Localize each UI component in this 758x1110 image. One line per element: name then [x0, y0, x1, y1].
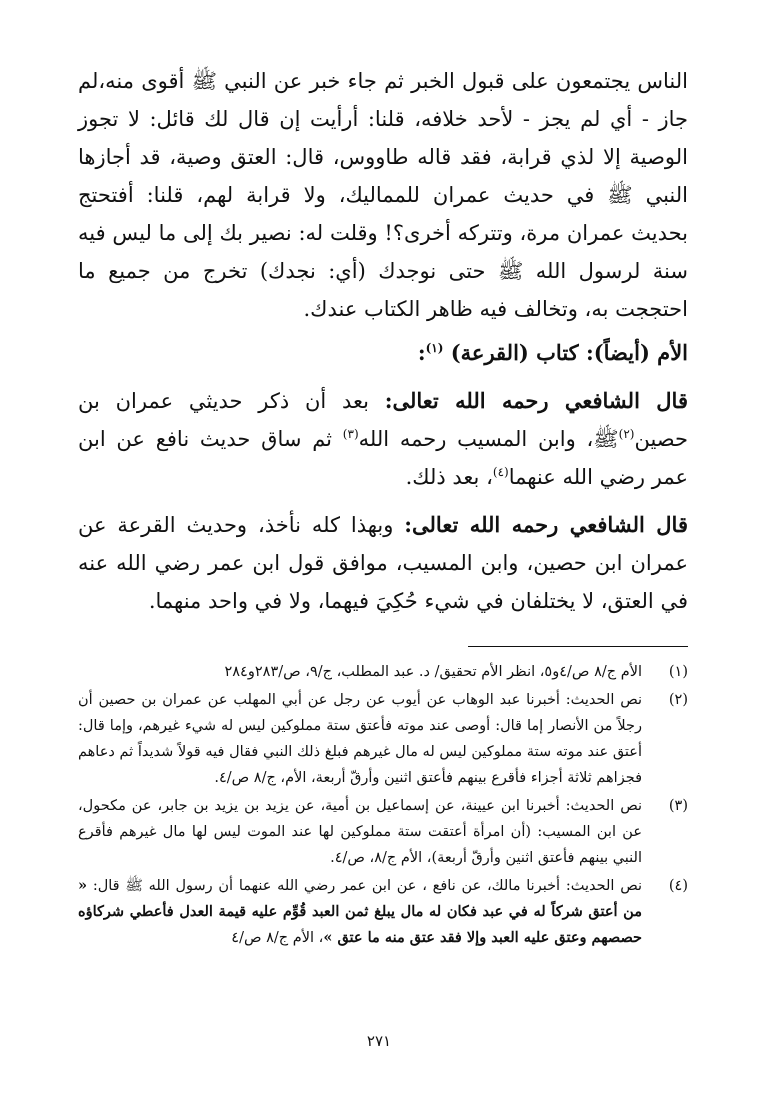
paragraph-continued: الناس يجتمعون على قبول الخبر ثم جاء خبر عن النبي ﷺ أقوى منه،لم جاز - أي لم يجز - لأحد خلافه، قلنا: أرأيت إن قال لك قائل: لا تجوز الوصية إلا لذي قرابة، فقد قاله طاووس، قال: العتق وصية، قد أجازها النبي ﷺ في حديث عمران للمماليك، ولا قرابة لهم، قلنا: أفتحتج بحديث عمران مرة، وتتركه أخرى؟! وقلت له: نصير بك إلى ما ليس فيه سنة لرسول الله ﷺ حتى نوجدك (أي: نجدك) تخرج من جميع ما احتججت به، وتخالف فيه ظاهر الكتاب عندك.	[78, 69, 688, 321]
main-text	[78, 62, 688, 620]
footnote-2	[78, 687, 688, 791]
paragraph-shafii-2	[78, 506, 688, 620]
footnote-text	[78, 873, 642, 951]
paragraph-shafii-1	[78, 382, 688, 496]
speaker-label: قال الشافعي رحمه الله تعالى:	[384, 388, 688, 413]
speaker-label: قال الشافعي رحمه الله تعالى:	[404, 512, 688, 537]
para2-text-1: بعد أن ذكر حديثي عمران بن حصين	[78, 389, 688, 451]
section-heading	[78, 334, 688, 372]
footnote-3	[78, 793, 688, 871]
footnote-text: نص الحديث: أخبرنا ابن عيينة، عن إسماعيل بن أمية، عن يزيد بن يزيد بن جابر، عن مكحول، عن ابن المسيب: (أن امرأة أعتقت ستة مملوكين لها عند الموت ليس لها مال غيرهم فأقرع النبي بينهم فأعتق اثنين وأرقّ أربعة)، الأم ج/٨، ص/٤.	[78, 798, 642, 866]
footnote-ref-4[interactable]: (٤)	[492, 465, 509, 479]
footnote-divider	[468, 646, 688, 647]
page-number: ٢٧١	[366, 1032, 392, 1050]
footnote-ref-1[interactable]: (١)	[425, 341, 444, 355]
footnote-4	[78, 873, 688, 951]
footnote-ref-2[interactable]: (٢)	[618, 427, 635, 441]
footnote-text-intro: نص الحديث: أخبرنا مالك، عن نافع ، عن ابن عمر رضي الله عنهما أن رسول الله ﷺ قال:	[87, 878, 642, 894]
footnote-text: الأم ج/٨ ص/٤و٥، انظر الأم تحقيق/ د. عبد المطلب، ج/٩، ص/٢٨٣و٢٨٤	[224, 664, 642, 680]
footnote-text-source: ، الأم ج/٨ ص/٤	[231, 930, 324, 946]
footnote-ref-3[interactable]: (٣)	[342, 427, 359, 441]
footnote-number: (٢)	[668, 692, 688, 708]
para3-text: وبهذا كله نأخذ، وحديث القرعة عن عمران ابن حصين، وابن المسيب، موافق قول ابن عمر رضي الله عنه في العتق، لا يختلفان في شيء حُكِيَ فيهما، ولا في واحد منهما.	[78, 513, 688, 613]
footnote-number: (٣)	[668, 798, 688, 814]
footnote-number: (٤)	[668, 878, 688, 894]
heading-colon: :	[417, 340, 426, 365]
page-content	[78, 62, 688, 951]
footnotes	[78, 659, 688, 951]
hadith-quote: « من أعتق شركاً له في عبد فكان له مال يبلغ ثمن العبد قُوِّم عليه قيمة العدل فأعطي شركاؤه حصصهم وعتق عليه العبد وإلا فقد عتق منه ما عتق »	[78, 877, 642, 946]
heading-text: الأم (أيضاً): كتاب (القرعة)	[450, 340, 688, 365]
footnote-1	[78, 659, 688, 685]
footnote-text: نص الحديث: أخبرنا عبد الوهاب عن أيوب عن رجل عن أبي المهلب عن عمران بن حصين أن رجلاً من الأنصار إما قال: أوصى عند موته فأعتق ستة مملوكين ليس له شيء غيرهم، وإما قال: أعتق عند موته ستة مملوكين ليس له مال غيرهم فبلغ ذلك النبي فقال فيه قولاً شديداً ثم دعاهم فجزاهم ثلاثة أجزاء فأقرع بينهم فأعتق اثنين وأرقّ أربعة، الأم، ج/٨ ص/٤.	[78, 692, 642, 786]
para2-text-4: ، بعد ذلك.	[405, 465, 493, 489]
para2-text-3: ثم ساق حديث نافع عن ابن عمر رضي الله عنهما	[78, 427, 688, 489]
para2-text-2: ﷺ، وابن المسيب رحمه الله	[358, 427, 619, 451]
footnote-number: (١)	[668, 664, 688, 680]
